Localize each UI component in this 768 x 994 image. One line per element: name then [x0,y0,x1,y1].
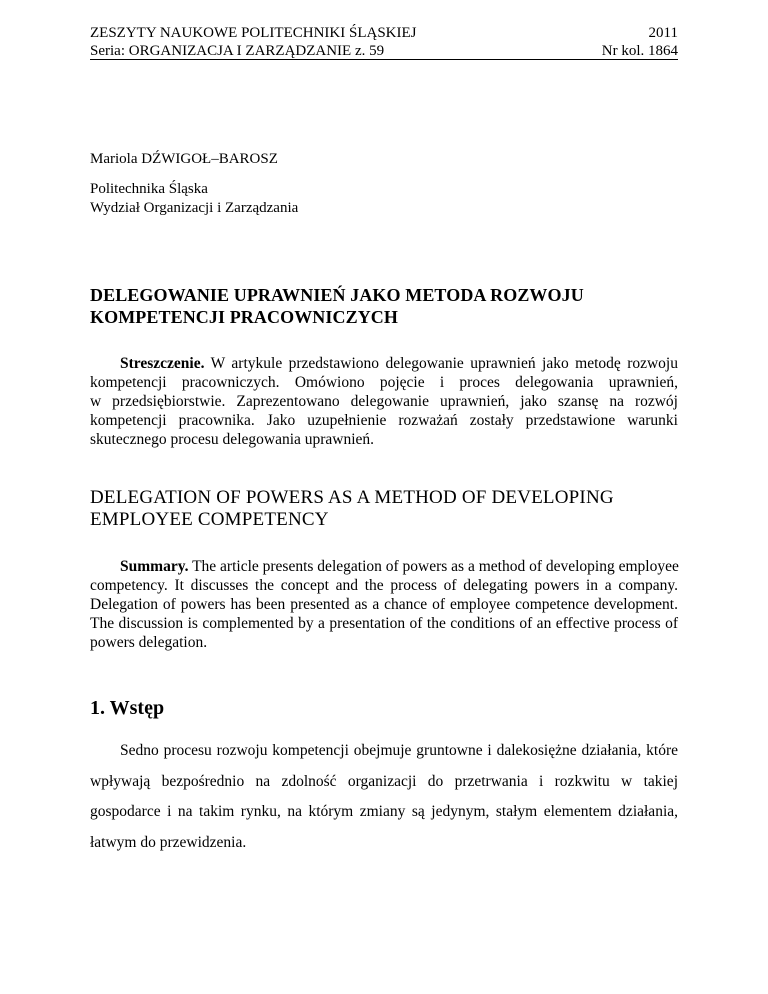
section-body [90,736,678,858]
journal-name: ZESZYTY NAUKOWE POLITECHNIKI ŚLĄSKIEJ [90,25,417,41]
author-name: Mariola DŹWIGOŁ–BAROSZ [90,151,278,167]
abstract-english-label: Summary. [120,558,189,575]
section-heading: 1. Wstęp [90,697,165,719]
body-line: wpływają bezpośrednio na zdolność organizacji do przetrwania i rozkwitu w takiej [90,772,678,790]
journal-year: 2011 [648,25,678,41]
title-english [90,487,614,531]
title-english-line-1: DELEGATION OF POWERS AS A METHOD OF DEVELOPING [90,487,614,508]
body-line: Sedno procesu rozwoju kompetencji obejmuje gruntowne i dalekosiężne działania, które [120,742,678,759]
abstract-english-line: powers delegation. [90,634,208,651]
abstract-polish-label: Streszczenie. [120,355,205,372]
author-affiliation-university: Politechnika Śląska [90,181,208,197]
journal-series: Seria: ORGANIZACJA I ZARZĄDZANIE z. 59 [90,43,385,59]
abstract-english-line: The discussion is complemented by a presentation of the conditions of an effective process of [90,615,678,632]
abstract-polish-line: w przedsiębiorstwie. Zaprezentowano delegowanie uprawnień, jako szansę na rozwój [90,393,678,410]
title-polish-line-2: KOMPETENCJI PRACOWNICZYCH [90,307,399,327]
body-line: łatwym do przewidzenia. [90,833,247,851]
title-english-line-2: EMPLOYEE COMPETENCY [90,509,329,530]
abstract-polish [90,354,678,449]
title-polish-line-1: DELEGOWANIE UPRAWNIEŃ JAKO METODA ROZWOJU [90,285,584,305]
abstract-polish-line: skutecznego procesu delegowania uprawnień. [90,431,375,448]
body-line: gospodarce i na takim rynku, na którym zmiany są jedynym, stałym elementem działania, [90,803,678,820]
abstract-polish-line: W artykule przedstawiono delegowanie uprawnień jako metodę rozwoju [210,355,678,372]
abstract-english [90,557,678,652]
abstract-polish-line: kompetencji pracowniczych. Omówiono pojęcie i proces delegowania uprawnień, [90,374,678,391]
title-polish [90,284,584,328]
journal-issue: Nr kol. 1864 [601,43,678,59]
abstract-english-line: competency. It discusses the concept and the process of delegating powers in a company. [90,577,678,594]
abstract-english-line: The article presents delegation of powers as a method of developing employee [192,558,679,575]
abstract-english-line: Delegation of powers has been presented as a chance of employee competence development. [90,596,678,613]
author-affiliation-faculty: Wydział Organizacji i Zarządzania [90,200,299,216]
abstract-polish-line: kompetencji pracownika. Jako uzupełnienie rozważań zostały przedstawione warunki [90,412,678,429]
